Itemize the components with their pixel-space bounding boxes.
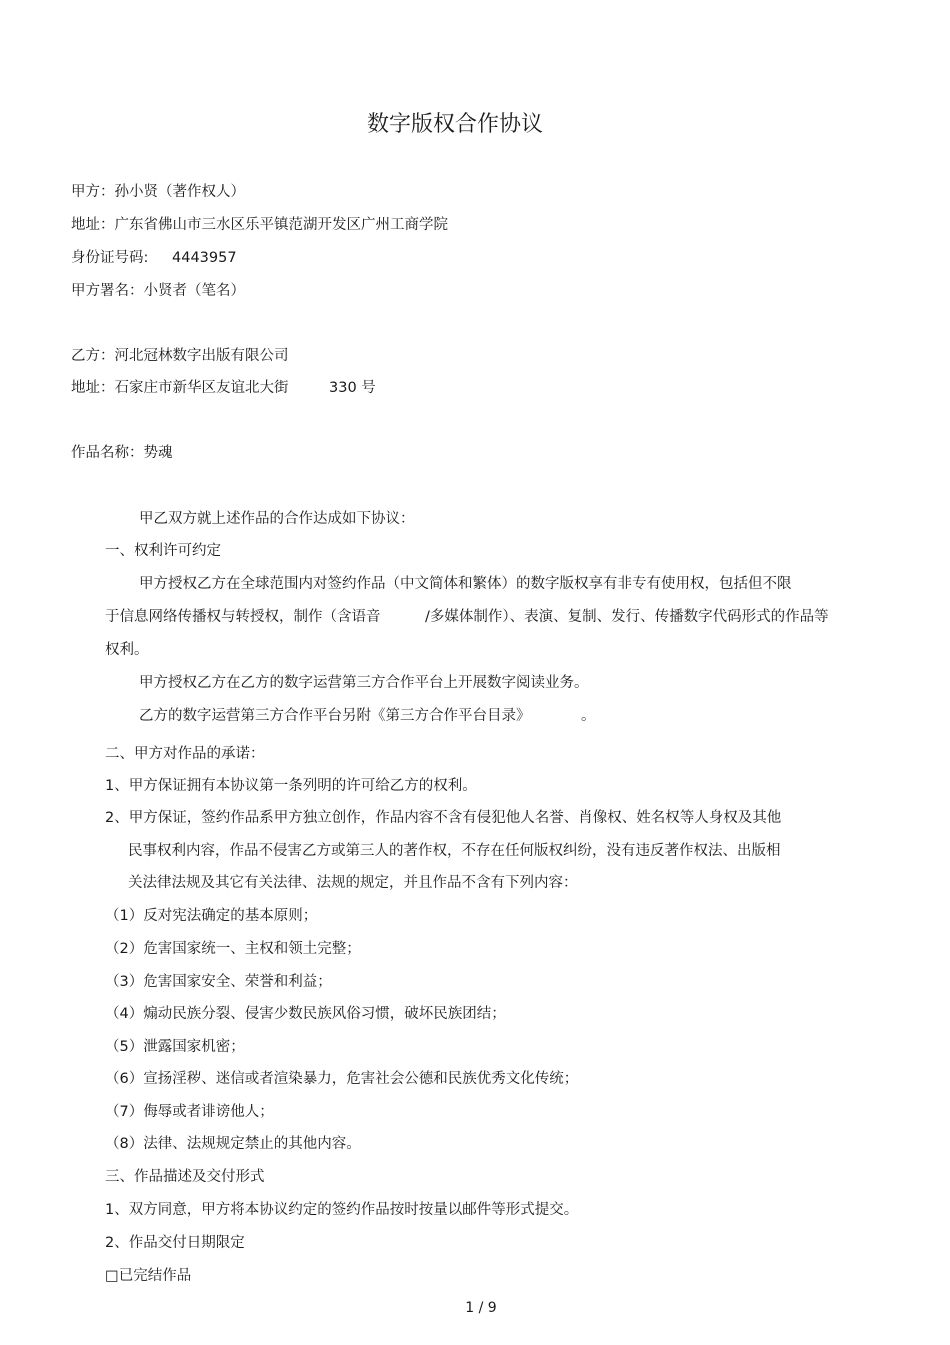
list-item: （6）宣扬淫秽、迷信或者渲染暴力，危害社会公德和民族优秀文化传统； xyxy=(105,1071,579,1087)
intro-paragraph: 甲乙双方就上述作品的合作达成如下协议： xyxy=(139,511,415,527)
section-1-p1-line3: 权利。 xyxy=(105,642,149,658)
party-a-id-label: 身份证号码: xyxy=(71,250,149,266)
section-2-item-1: 1、甲方保证拥有本协议第一条列明的许可给乙方的权利。 xyxy=(105,778,477,794)
section-1-heading: 一、权利许可约定 xyxy=(105,543,221,559)
party-b-address: 地址：石家庄市新华区友谊北大街 xyxy=(71,380,289,396)
list-item: （2）危害国家统一、主权和领土完整； xyxy=(105,941,361,957)
list-item: （8）法律、法规规定禁止的其他内容。 xyxy=(105,1136,361,1152)
party-b-address-number: 330 号 xyxy=(329,380,376,396)
completed-work-checkbox-label: □已完结作品 xyxy=(105,1268,192,1284)
document-title: 数字版权合作协议 xyxy=(366,112,543,137)
section-3-heading: 三、作品描述及交付形式 xyxy=(105,1169,265,1185)
party-a-name: 甲方：孙小贤（著作权人） xyxy=(71,184,245,200)
section-1-p1-line2a: 于信息网络传播权与转授权，制作（含语音 xyxy=(105,609,381,625)
section-2-item-2-line3: 关法律法规及其它有关法律、法规的规定，并且作品不含有下列内容： xyxy=(128,875,578,891)
work-name: 作品名称：势魂 xyxy=(71,445,173,461)
list-item: （5）泄露国家机密； xyxy=(105,1039,245,1055)
party-a-id-value: 4443957 xyxy=(172,250,237,266)
page-number: 1 / 9 xyxy=(465,1300,497,1316)
party-a-address: 地址：广东省佛山市三水区乐平镇范湖开发区广州工商学院 xyxy=(71,217,448,233)
list-item: （7）侮辱或者诽谤他人； xyxy=(105,1104,274,1120)
list-item: （3）危害国家安全、荣誉和利益； xyxy=(105,974,332,990)
section-1-p2: 甲方授权乙方在乙方的数字运营第三方合作平台上开展数字阅读业务。 xyxy=(139,675,589,691)
party-a-signature: 甲方署名：小贤者（笔名） xyxy=(71,283,245,299)
section-1-p1-line2b: /多媒体制作）、表演、复制、发行、传播数字代码形式的作品等 xyxy=(425,609,829,625)
section-1-p3: 乙方的数字运营第三方合作平台另附《第三方合作平台目录》 xyxy=(139,708,531,724)
section-2-heading: 二、甲方对作品的承诺： xyxy=(105,746,265,762)
party-b-name: 乙方：河北冠林数字出版有限公司 xyxy=(71,348,289,364)
section-3-item-1: 1、双方同意，甲方将本协议约定的签约作品按时按量以邮件等形式提交。 xyxy=(105,1202,579,1218)
section-2-item-2-line1: 2、甲方保证，签约作品系甲方独立创作，作品内容不含有侵犯他人名誉、肖像权、姓名权等人身权及其他 xyxy=(105,810,782,826)
section-1-p1-line1: 甲方授权乙方在全球范围内对签约作品（中文简体和繁体）的数字版权享有非专有使用权，包括但不限 xyxy=(139,576,792,592)
list-item: （1）反对宪法确定的基本原则； xyxy=(105,908,318,924)
section-3-item-2: 2、作品交付日期限定 xyxy=(105,1235,245,1251)
list-item: （4）煽动民族分裂、侵害少数民族风俗习惯，破坏民族团结； xyxy=(105,1006,506,1022)
section-1-p3-end: 。 xyxy=(581,708,596,724)
section-2-item-2-line2: 民事权利内容，作品不侵害乙方或第三人的著作权，不存在任何版权纠纷，没有违反著作权法、出版相 xyxy=(128,843,781,859)
